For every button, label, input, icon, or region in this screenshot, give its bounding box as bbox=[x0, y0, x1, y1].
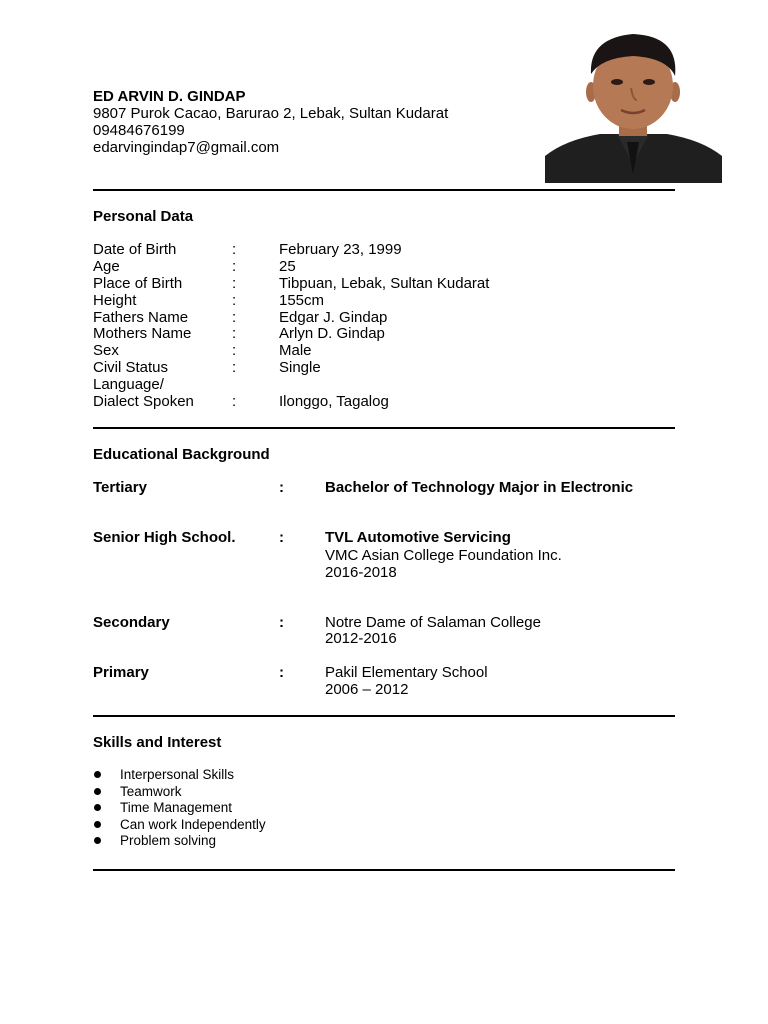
education-program: TVL Automotive Servicing bbox=[325, 529, 511, 546]
education-separator: : bbox=[279, 479, 284, 496]
education-school: Pakil Elementary School bbox=[325, 664, 488, 681]
field-label: Height bbox=[93, 292, 137, 309]
education-separator: : bbox=[279, 664, 284, 681]
field-label: Dialect Spoken bbox=[93, 393, 194, 410]
field-value: 25 bbox=[279, 258, 296, 275]
field-value: 155cm bbox=[279, 292, 325, 309]
field-label: Mothers Name bbox=[93, 325, 192, 342]
field-value: Male bbox=[279, 342, 312, 359]
education-school: VMC Asian College Foundation Inc. bbox=[325, 547, 562, 564]
field-value: February 23, 1999 bbox=[279, 241, 402, 258]
section-heading-education: Educational Background bbox=[93, 446, 270, 463]
field-separator: : bbox=[232, 309, 237, 326]
education-level: Senior High School. bbox=[93, 529, 236, 546]
education-separator: : bbox=[279, 529, 284, 546]
field-label: Language/ bbox=[93, 376, 164, 393]
section-divider bbox=[93, 427, 675, 429]
section-divider bbox=[93, 189, 675, 191]
field-value: Arlyn D. Gindap bbox=[279, 325, 385, 342]
field-separator: : bbox=[232, 258, 237, 275]
education-years: 2012-2016 bbox=[325, 630, 397, 647]
list-item: Can work Independently bbox=[120, 817, 266, 832]
education-program: Bachelor of Technology Major in Electronic bbox=[325, 479, 634, 496]
bullet-icon bbox=[94, 771, 101, 778]
field-value: Edgar J. Gindap bbox=[279, 309, 388, 326]
profile-photo bbox=[545, 14, 722, 183]
education-school: Notre Dame of Salaman College bbox=[325, 614, 541, 631]
field-separator: : bbox=[232, 292, 237, 309]
education-level: Primary bbox=[93, 664, 149, 681]
field-separator: : bbox=[232, 241, 237, 258]
field-separator: : bbox=[232, 325, 237, 342]
bullet-icon bbox=[94, 837, 101, 844]
list-item: Teamwork bbox=[120, 784, 182, 799]
field-separator: : bbox=[232, 275, 237, 292]
field-value: Single bbox=[279, 359, 321, 376]
section-divider bbox=[93, 869, 675, 871]
education-years: 2016-2018 bbox=[325, 564, 397, 581]
list-item: Time Management bbox=[120, 800, 233, 815]
bullet-icon bbox=[94, 804, 101, 811]
section-divider bbox=[93, 715, 675, 717]
field-separator: : bbox=[232, 393, 237, 410]
section-heading-personal-data: Personal Data bbox=[93, 208, 194, 225]
section-heading-skills: Skills and Interest bbox=[93, 734, 222, 751]
field-label: Place of Birth bbox=[93, 275, 183, 292]
field-label: Sex bbox=[93, 342, 119, 359]
field-separator: : bbox=[232, 342, 237, 359]
portrait-illustration bbox=[545, 14, 722, 183]
education-years: 2006 – 2012 bbox=[325, 681, 409, 698]
list-item: Problem solving bbox=[120, 833, 217, 848]
field-label: Age bbox=[93, 258, 120, 275]
email-line: edarvingindap7@gmail.com bbox=[93, 139, 280, 156]
field-separator: : bbox=[232, 359, 237, 376]
phone-line: 09484676199 bbox=[93, 122, 185, 139]
bullet-icon bbox=[94, 788, 101, 795]
field-label: Civil Status bbox=[93, 359, 169, 376]
education-separator: : bbox=[279, 614, 284, 631]
applicant-name: ED ARVIN D. GINDAP bbox=[93, 88, 246, 105]
field-value: Tibpuan, Lebak, Sultan Kudarat bbox=[279, 275, 490, 292]
field-value: Ilonggo, Tagalog bbox=[279, 393, 389, 410]
bullet-icon bbox=[94, 821, 101, 828]
field-label: Fathers Name bbox=[93, 309, 189, 326]
address-line: 9807 Purok Cacao, Barurao 2, Lebak, Sultan Kudarat bbox=[93, 105, 449, 122]
field-label: Date of Birth bbox=[93, 241, 177, 258]
list-item: Interpersonal Skills bbox=[120, 767, 235, 782]
education-level: Tertiary bbox=[93, 479, 147, 496]
education-level: Secondary bbox=[93, 614, 170, 631]
